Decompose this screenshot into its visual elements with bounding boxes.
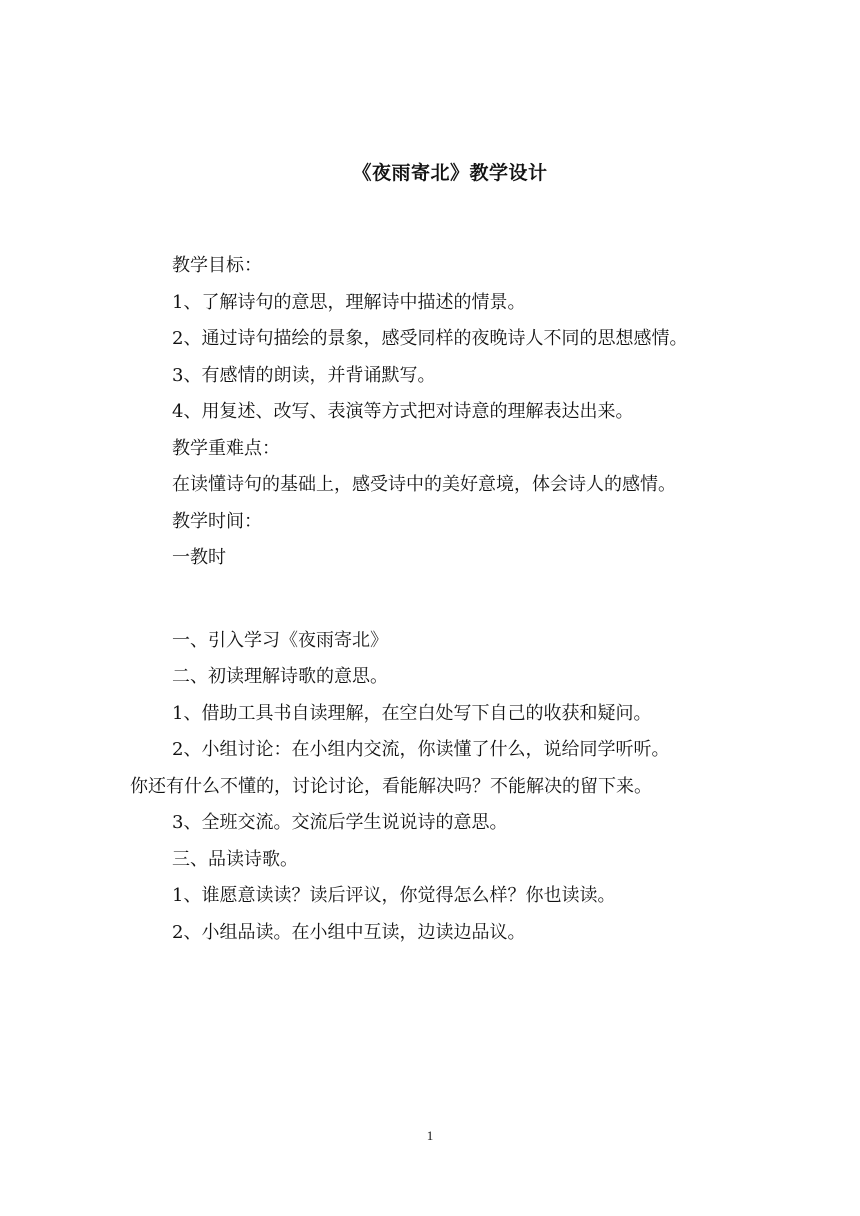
paragraph-key-points-heading: 教学重难点：: [172, 437, 280, 459]
document-title: 《夜雨寄北》教学设计: [352, 162, 548, 184]
paragraph-teaching-time-heading: 教学时间：: [172, 510, 262, 532]
paragraph-step-3-2: 2、小组品读。在小组中互读，边读边品议。: [172, 921, 526, 943]
paragraph-step-3-1: 1、谁愿意读读？读后评议，你觉得怎么样？你也读读。: [172, 885, 616, 906]
paragraph-step-2-2-continued: 你还有什么不懂的，讨论讨论，看能解决吗？不能解决的留下来。: [130, 775, 652, 797]
paragraph-step-2-1: 1、借助工具书自读理解，在空白处写下自己的收获和疑问。: [172, 702, 652, 724]
paragraph-goal-2: 2、通过诗句描绘的景象，感受同样的夜晚诗人不同的思想感情。: [172, 328, 688, 349]
paragraph-section-2: 二、初读理解诗歌的意思。: [172, 666, 388, 687]
paragraph-goal-3: 3、有感情的朗读，并背诵默写。: [172, 364, 436, 386]
paragraph-teaching-time: 一教时: [172, 547, 226, 568]
paragraph-goal-1: 1、了解诗句的意思，理解诗中描述的情景。: [172, 291, 526, 313]
paragraph-section-1: 一、引入学习《夜雨寄北》: [172, 629, 388, 651]
paragraph-teaching-goals-heading: 教学目标：: [172, 255, 262, 276]
paragraph-section-3: 三、品读诗歌。: [172, 848, 298, 870]
paragraph-key-points: 在读懂诗句的基础上，感受诗中的美好意境，体会诗人的感情。: [172, 474, 676, 495]
blank-line: [130, 577, 750, 623]
paragraph-step-2-3: 3、全班交流。交流后学生说说诗的意思。: [172, 812, 508, 833]
paragraph-step-2-2: 2、小组讨论：在小组内交流，你读懂了什么，说给同学听听。: [172, 739, 670, 760]
paragraph-goal-4: 4、用复述、改写、表演等方式把对诗意的理解表达出来。: [172, 401, 634, 422]
document-body: [130, 248, 750, 951]
page-number: 1: [426, 1128, 434, 1143]
